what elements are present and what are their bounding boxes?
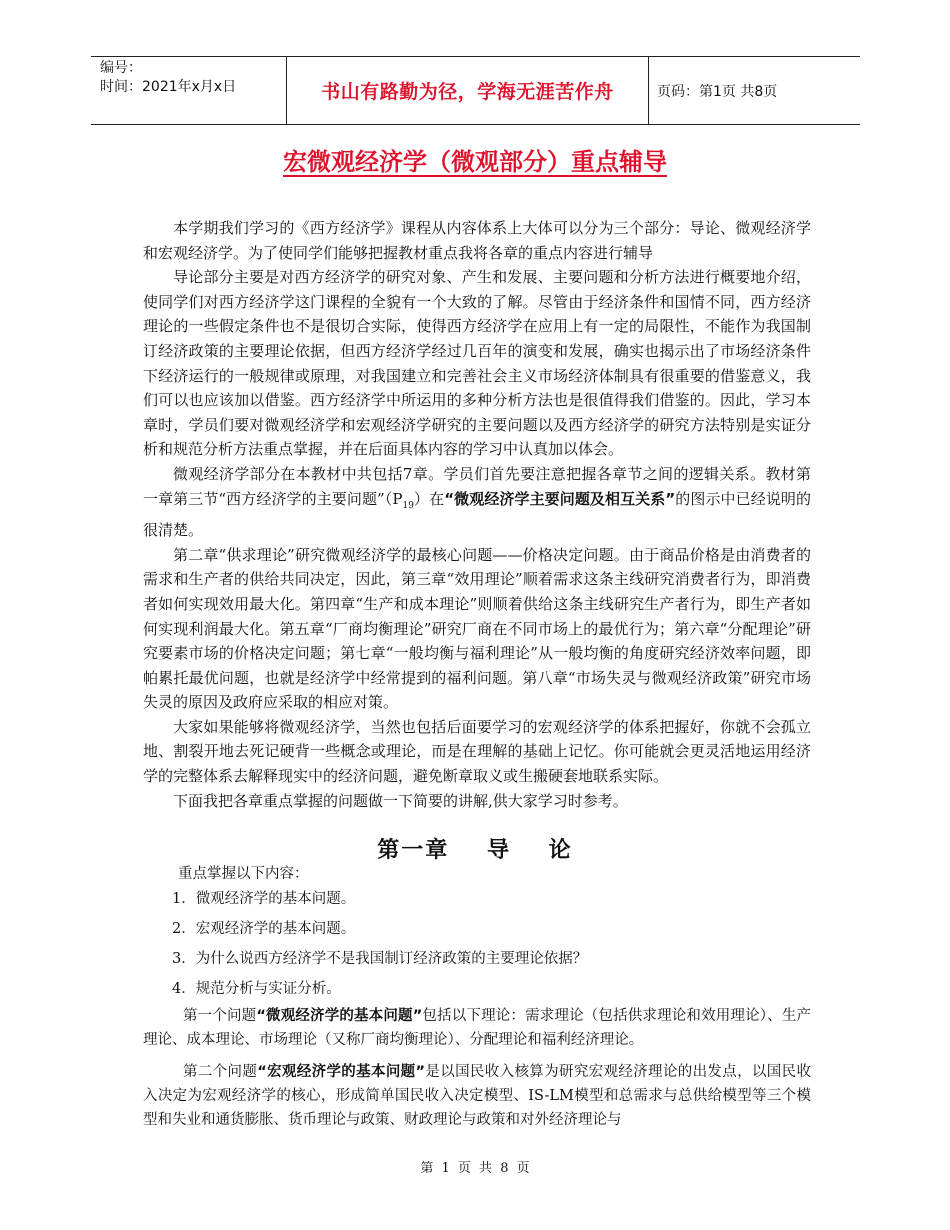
header-motto: 书山有路勤为径，学海无涯苦作舟 xyxy=(321,81,614,103)
paragraph: 大家如果能够将微观经济学，当然也包括后面要学习的宏观经济学的体系把握好，你就不会孤立地、割裂开地去死记硬背一些概念或理论，而是在理解的基础上记忆。你可能就会更灵活地运用经济学的完整体系去解释现实中的经济问题，避免断章取义或生搬硬套地联系实际。 xyxy=(143,717,811,786)
chapter-heading xyxy=(0,833,950,864)
header-page-info: 页码：第1页 共8页 xyxy=(657,84,778,100)
header-meta xyxy=(100,59,285,97)
bold-text: “微观经济学的基本问题” xyxy=(256,1008,423,1024)
list-item: 2．宏观经济学的基本问题。 xyxy=(172,921,356,937)
paragraph: 本学期我们学习的《西方经济学》课程从内容体系上大体可以分为三个部分：导论、微观经济学和宏观经济学。为了使同学们能够把握教材重点我将各章的重点内容进行辅导 xyxy=(143,219,811,262)
text-run: ）在 xyxy=(413,489,445,508)
text-run: 的图示中已经说明的很清楚。 xyxy=(143,489,811,540)
page-footer: 第 1 页 共 8 页 xyxy=(420,1161,530,1176)
text-run: 是以国民收入核算为研究宏观经济理论的出发点，以国民收入决定为宏观经济学的核心，形成简单国民收入决定模型、IS-LM模型和总需求与总供给模型等三个模型和失业和通货膨胀、货币理论与政策、财政理论与政策和对外经济理论与 xyxy=(143,1064,811,1128)
text-run: 微观经济学部分在本教材中共包括7章。学员们首先要注意把握各章节之间的逻辑关系。教材第一章第三节“西方经济学的主要问题”（P xyxy=(143,464,811,508)
chapter-number: 第一章 xyxy=(377,838,450,863)
paragraph xyxy=(143,1060,811,1132)
bold-text: “微观经济学主要问题及相互关系” xyxy=(444,489,676,508)
list-item: 1．微观经济学的基本问题。 xyxy=(172,891,356,907)
paragraph: 导论部分主要是对西方经济学的研究对象、产生和发展、主要问题和分析方法进行概要地介绍，使同学们对西方经济学这门课程的全貌有一个大致的了解。尽管由于经济条件和国情不同，西方经济理论的一些假定条件也不是很切合实际，使得西方经济学在应用上有一定的局限性，不能作为我国制订经济政策的主要理论依据，但西方经济学经过几百年的演变和发展，确实也揭示出了市场经济条件下经济运行的一般规律或原理，对我国建立和完善社会主义市场经济体制具有很重要的借鉴意义，我们可以也应该加以借鉴。西方经济学中所运用的多种分析方法也是很值得我们借鉴的。因此，学习本章时，学员们要对微观经济学和宏观经济学研究的主要问题以及西方经济学的研究方法特别是实证分析和规范分析方法重点掌握，并在后面具体内容的学习中认真加以体会。 xyxy=(143,268,811,459)
list-item: 4．规范分析与实证分析。 xyxy=(172,981,341,997)
text-run: 第二个问题 xyxy=(183,1064,258,1080)
intro-section xyxy=(143,216,811,813)
text-run: 包括以下理论：需求理论（包括供求理论和效用理论）、生产理论、成本理论、市场理论（又称厂商均衡理论）、分配理论和福利经济理论。 xyxy=(143,1008,812,1048)
header-divider xyxy=(648,57,649,124)
chapter-title-char: 论 xyxy=(548,838,573,863)
document-title: 宏微观经济学（微观部分）重点辅导 xyxy=(283,148,667,176)
paragraph: 下面我把各章重点掌握的问题做一下简要的讲解,供大家学习时参考。 xyxy=(173,791,628,810)
paragraph: 第二章“供求理论”研究微观经济学的最核心问题——价格决定问题。由于商品价格是由消费者的需求和生产者的供给共同决定，因此，第三章“效用理论”顺着需求这条主线研究消费者行为，即消费者如何实现效用最大化。第四章“生产和成本理论”则顺着供给这条主线研究生产者行为，即生产者如何实现利润最大化。第五章“厂商均衡理论”研究厂商在不同市场上的最优行为；第六章“分配理论”研究要素市场的价格决定问题；第七章“一般均衡与福利理论”从一般均衡的角度研究经济效率问题，即帕累托最优问题，也就是经济学中经常提到的福利问题。第八章“市场失灵与微观经济政策”研究市场失灵的原因及政府应采取的相应对策。 xyxy=(143,545,811,712)
text-run: 第一个问题 xyxy=(183,1008,257,1024)
time-label: 时间：2021年x月x日 xyxy=(100,79,237,95)
chapter-title-char: 导 xyxy=(486,838,511,863)
bold-text: “宏观经济学的基本问题” xyxy=(257,1064,426,1080)
page-header xyxy=(91,56,860,125)
explanation-section xyxy=(143,1004,811,1140)
list-lead: 重点掌握以下内容： xyxy=(178,866,309,882)
number-label: 编号： xyxy=(100,60,142,76)
paragraph xyxy=(143,462,811,543)
key-points-list xyxy=(172,864,812,1004)
list-item: 3．为什么说西方经济学不是我国制订经济政策的主要理论依据？ xyxy=(172,951,588,967)
subscript: 19 xyxy=(402,500,414,511)
paragraph xyxy=(143,1004,811,1052)
